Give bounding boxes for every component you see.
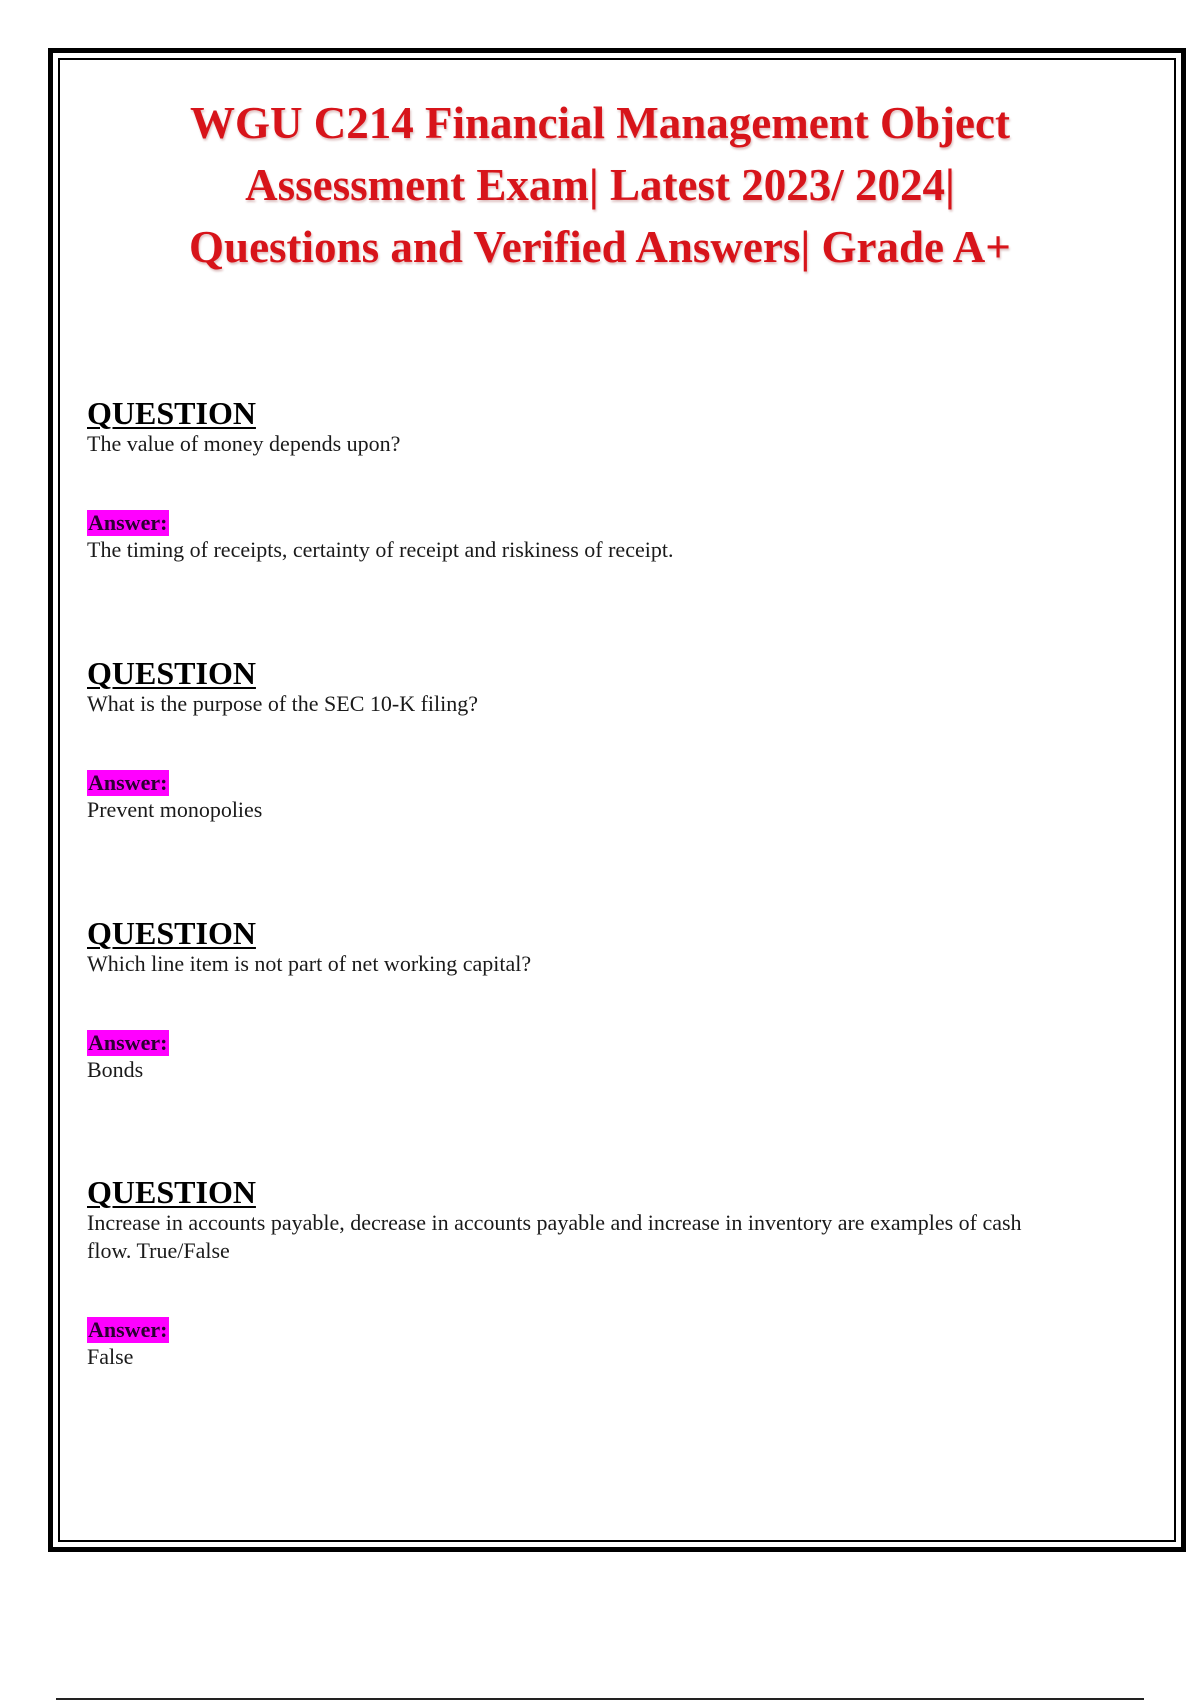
title-line-1: WGU C214 Financial Management Object [190,98,1010,148]
answer-label: Answer: [88,1030,168,1055]
answer-text: False [87,1344,134,1369]
qa-item-3 [87,916,1037,1084]
question-heading: QUESTION [87,1174,256,1210]
qa-item-1 [87,396,1037,564]
answer-text: Prevent monopolies [87,797,263,822]
answer-text: The timing of receipts, certainty of receipt and riskiness of receipt. [87,537,674,562]
question-text: The value of money depends upon? [87,431,401,456]
answer-label: Answer: [88,510,168,535]
question-text: Which line item is not part of net working capital? [87,951,532,976]
question-heading: QUESTION [87,395,256,431]
question-heading: QUESTION [87,915,256,951]
document-title [100,92,1100,278]
qa-item-2 [87,656,1037,824]
question-text: Increase in accounts payable, decrease in accounts payable and increase in inventory are examples of cash flow. True/False [87,1210,1022,1263]
title-line-3: Questions and Verified Answers| Grade A+ [189,222,1011,272]
question-heading: QUESTION [87,655,256,691]
answer-text: Bonds [87,1057,144,1082]
question-text: What is the purpose of the SEC 10-K filing? [87,691,479,716]
qa-item-4 [87,1175,1037,1371]
answer-label: Answer: [88,1317,168,1342]
title-line-2: Assessment Exam| Latest 2023/ 2024| [245,160,955,210]
answer-label: Answer: [88,770,168,795]
